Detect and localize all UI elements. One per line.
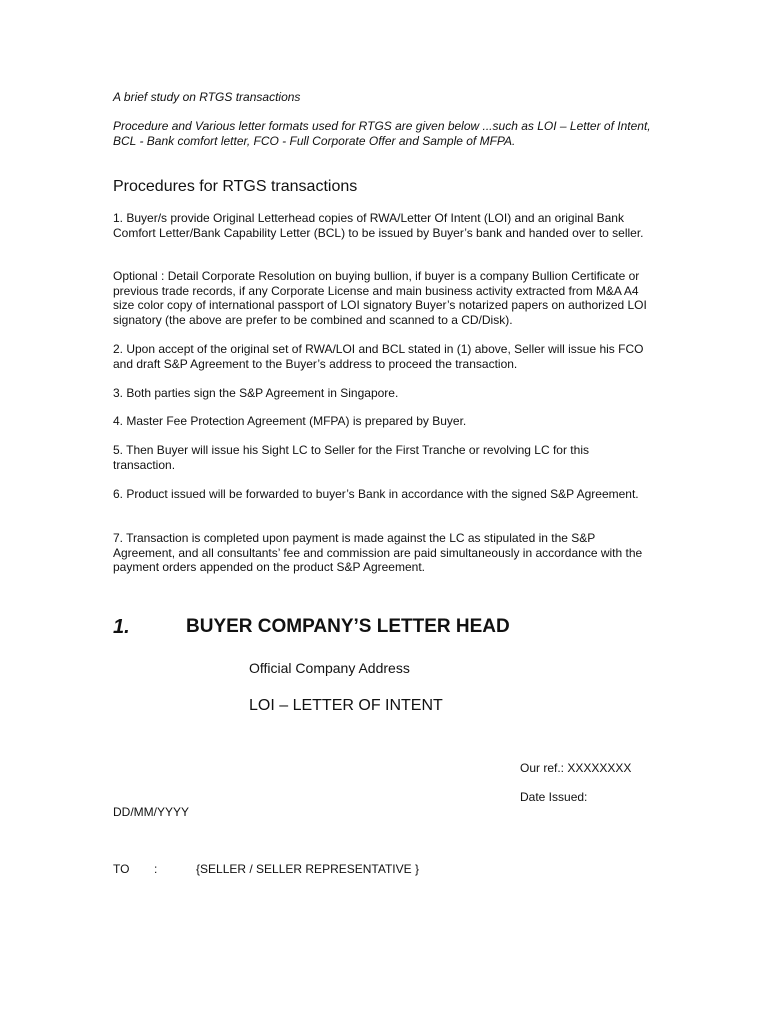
recipient-placeholder: {SELLER / SELLER REPRESENTATIVE } — [196, 862, 419, 876]
loi-title: LOI – LETTER OF INTENT — [249, 697, 443, 714]
to-colon: : — [154, 862, 158, 876]
date-issued-label: Date Issued: — [520, 790, 588, 804]
company-address: Official Company Address — [249, 660, 410, 676]
our-reference: Our ref.: XXXXXXXX — [520, 761, 632, 775]
letter-number: 1. — [113, 616, 130, 638]
procedures-heading: Procedures for RTGS transactions — [113, 178, 358, 195]
procedure-paragraph: 3. Both parties sign the S&P Agreement in Singapore. — [113, 386, 399, 400]
letter-heading: BUYER COMPANY’S LETTER HEAD — [186, 616, 510, 637]
intro-title: A brief study on RTGS transactions — [113, 90, 301, 104]
procedure-paragraph: 4. Master Fee Protection Agreement (MFPA) is prepared by Buyer. — [113, 414, 467, 428]
procedure-paragraph: 7. Transaction is completed upon payment is made against the LC as stipulated in the S&P Agreement, and all consultants’ fee and commission are paid simultaneously in accordance with the payment orders appended on the product S&P Agreement. — [113, 531, 643, 574]
procedure-paragraph: 2. Upon accept of the original set of RWA/LOI and BCL stated in (1) above, Seller will issue his FCO and draft S&P Agreement to the Buyer’s address to proceed the transaction. — [113, 342, 644, 371]
procedure-paragraph: 1. Buyer/s provide Original Letterhead copies of RWA/Letter Of Intent (LOI) and an original Bank Comfort Letter/Bank Capability Letter (BCL) to be issued by Buyer’s bank and handed over to seller. — [113, 211, 644, 240]
procedure-paragraph: 5. Then Buyer will issue his Sight LC to Seller for the First Tranche or revolving LC for this transaction. — [113, 443, 589, 472]
date-format: DD/MM/YYYY — [113, 805, 190, 819]
to-label: TO — [113, 862, 130, 876]
procedure-paragraph: Optional : Detail Corporate Resolution on buying bullion, if buyer is a company Bullion Certificate or previous trade records, if any Corporate License and main business activity extracted from M&A A4 size color copy of international passport of LOI signatory Buyer’s notarized papers on authorized LOI signatory (the above are prefer to be combined and scanned to a CD/Disk). — [113, 269, 647, 327]
procedure-paragraph: 6. Product issued will be forwarded to buyer’s Bank in accordance with the signed S&P Agreement. — [113, 487, 639, 501]
intro-description: Procedure and Various letter formats used for RTGS are given below ...such as LOI – Letter of Intent, BCL - Bank comfort letter, FCO - Full Corporate Offer and Sample of MFPA. — [113, 119, 651, 148]
